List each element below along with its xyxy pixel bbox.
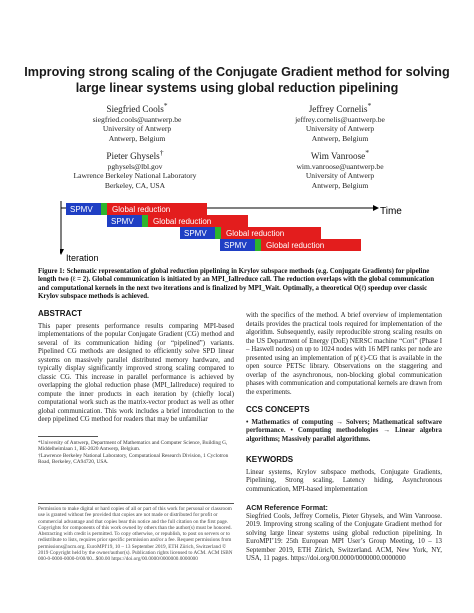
footnote-rule (38, 436, 98, 437)
spmv-label: SPMV (184, 229, 207, 238)
author-block (270, 147, 410, 190)
author-affiliation: University of Antwerp (102, 124, 172, 134)
author-location: Antwerp, Belgium (311, 180, 369, 190)
caption-text: Figure 1: Schematic representation of global reduction pipelining in Krylov subspace methods (e.g. Conjugate Gradients) for pipeline length two (ℓ = 2). Global communication is initiated by an MPI_Iallreduce call. The reduction overlaps with the global communication and computational kernels in the next two iterations and is finalized by MPI_Wait. Optimally, a theoretical O(ℓ) speedup over classic Krylov subspace methods is achieved. (38, 268, 435, 301)
author-location: Antwerp, Belgium (311, 133, 369, 143)
author-email: jeffrey.cornelis@uantwerp.be (295, 115, 385, 125)
author-email: wim.vanroose@uantwerp.be (296, 162, 384, 172)
spmv-label: SPMV (111, 217, 134, 226)
precon-block (101, 203, 107, 215)
author-location: Berkeley, CA, USA (104, 180, 166, 190)
footnote-1: *University of Antwerp, Department of Mathematics and Computer Science, Building G, Middelheimlaan 1, BE-2020 Antwerp, Belgium. (38, 440, 228, 453)
affiliation-mark: * (163, 101, 168, 110)
author-affiliation: University of Antwerp (305, 171, 375, 181)
time-label: Time (380, 206, 402, 217)
reference-section (246, 504, 442, 564)
abstract-heading: ABSTRACT (38, 309, 82, 318)
author-name: Wim Vanroose (310, 151, 366, 162)
global-reduction-label: Global reduction (153, 217, 212, 226)
ccs-section (246, 406, 442, 444)
keywords-text: Linear systems, Krylov subspace methods, Conjugate Gradients, Pipelining, Strong scaling, Latency hiding, Asynchronous communication, MPI-based implementation (246, 468, 442, 493)
author-name: Pieter Ghysels (106, 151, 160, 162)
author-block (270, 100, 410, 143)
author-block (62, 100, 212, 143)
pipeline-row-4 (220, 239, 361, 251)
abstract-text: This paper presents performance results comparing MPI-based implementations of the popular Conjugate Gradient (CG) method and several of its communication hiding (or “pipelined”) variants. Pipelined CG methods are designed to efficiently solve SPD linear systems on massively parallel distributed memory hardware, and typically display significantly improved strong scaling compared to classic CG. This increase in parallel performance is achieved by overlapping the global reduction phase (MPI_Iallreduce) required to compute the inner products in each iteration by (chiefly local) computational work such as the matrix-vector product as well as other global communication. This work includes a brief introduction to the deep pipelined CG method for readers that may be unfamiliar (38, 322, 234, 423)
keywords-heading: KEYWORDS (246, 455, 294, 464)
spmv-label: SPMV (70, 205, 93, 214)
right-intro-text: with the specifics of the method. A brief overview of implementation details provides the practical tools required for implementation of the algorithm. Subsequently, easily reproducible strong scaling results on the US Department of Energy (DoE) NERSC machine “Cori” (Phase I – Haswell nodes) on up to 1024 nodes with 16 MPI ranks per node are presented using an implementation of p(ℓ)-CG that is available in the open source PETSc library. Observations on the staggering and overlap of the asynchronous, non-blocking global communication phases with communication and computational kernels are drawn from the experiments. (246, 312, 442, 396)
pipeline-row-1 (66, 203, 207, 215)
affiliation-mark: * (365, 148, 370, 157)
ccs-heading: CCS CONCEPTS (246, 405, 310, 414)
author-block (40, 147, 230, 190)
global-reduction-label: Global reduction (226, 229, 285, 238)
footnote-2: †Lawrence Berkeley National Laboratory, Computational Research Division, 1 Cyclotron Road, Berkeley, CA94720, USA. (38, 453, 229, 466)
affiliation-mark: * (367, 101, 372, 110)
author-email: siegfried.cools@uantwerp.be (92, 115, 182, 125)
author-name: Jeffrey Cornelis (308, 104, 368, 115)
iteration-label: Iteration (66, 253, 99, 263)
affiliation-mark: † (159, 148, 164, 157)
author-email: pghysels@lbl.gov (107, 162, 163, 172)
author-affiliation: University of Antwerp (305, 124, 375, 134)
permission-notice: Permission to make digital or hard copies of all or part of this work for personal or classroom use is granted without fee provided that copies are not made or distributed for profit or commercial advantage and that copies bear this notice and the full citation on the first page. Copyrights for components of this work owned by others than the author(s) must be honored. Abstracting with credit is permitted. To copy otherwise, or republish, to post on servers or to redistribute to lists, requires prior specific permission and/or a fee. Request permissions from permissions@acm.org. EuroMPI'19, 10 – 13 September 2019, ETH Zürich, Switzerland © 2019 Copyright held by the owner/author(s). Publication rights licensed to ACM. ACM ISBN 000-0-0000-0000-0/00/00...$00.00 https://doi.org/00.0000/0000000.0000000 (38, 503, 234, 563)
global-reduction-label: Global reduction (266, 241, 325, 250)
precon-block (255, 239, 261, 251)
author-name: Siegfried Cools (106, 104, 164, 115)
figure-caption (38, 268, 438, 302)
reference-text: Siegfried Cools, Jeffrey Cornelis, Pieter Ghysels, and Wim Vanroose. 2019. Improving strong scaling of the Conjugate Gradient method for solving large linear systems using global reduction pipelining. In EuroMPI’19: 25th European MPI User’s Group Meeting, 10 – 13 September 2019, ETH Zürich, Switzerland. ACM, New York, NY, USA, 11 pages. https://doi.org/00.0000/0000000.0000000 (246, 512, 442, 562)
global-reduction-label: Global reduction (112, 205, 171, 214)
author-affiliation: Lawrence Berkeley National Laboratory (73, 171, 197, 181)
abstract-section (38, 310, 234, 425)
paper-title: Improving strong scaling of the Conjugate Gradient method for solving large linear systems using global reduction pipelining (24, 65, 450, 95)
pipeline-row-3 (180, 227, 321, 239)
precon-block (215, 227, 221, 239)
precon-block (142, 215, 148, 227)
reference-heading: ACM Reference Format: (246, 503, 328, 512)
keywords-section (246, 456, 442, 494)
right-intro (246, 312, 442, 397)
pipelining-figure (60, 198, 418, 264)
ccs-text: • Mathematics of computing → Solvers; Mathematical software performance. • Computing methodologies → Linear algebra algorithms; Massively parallel algorithms. (246, 418, 442, 443)
author-location: Antwerp, Belgium (108, 133, 166, 143)
pipeline-row-2 (107, 215, 248, 227)
spmv-label: SPMV (224, 241, 247, 250)
